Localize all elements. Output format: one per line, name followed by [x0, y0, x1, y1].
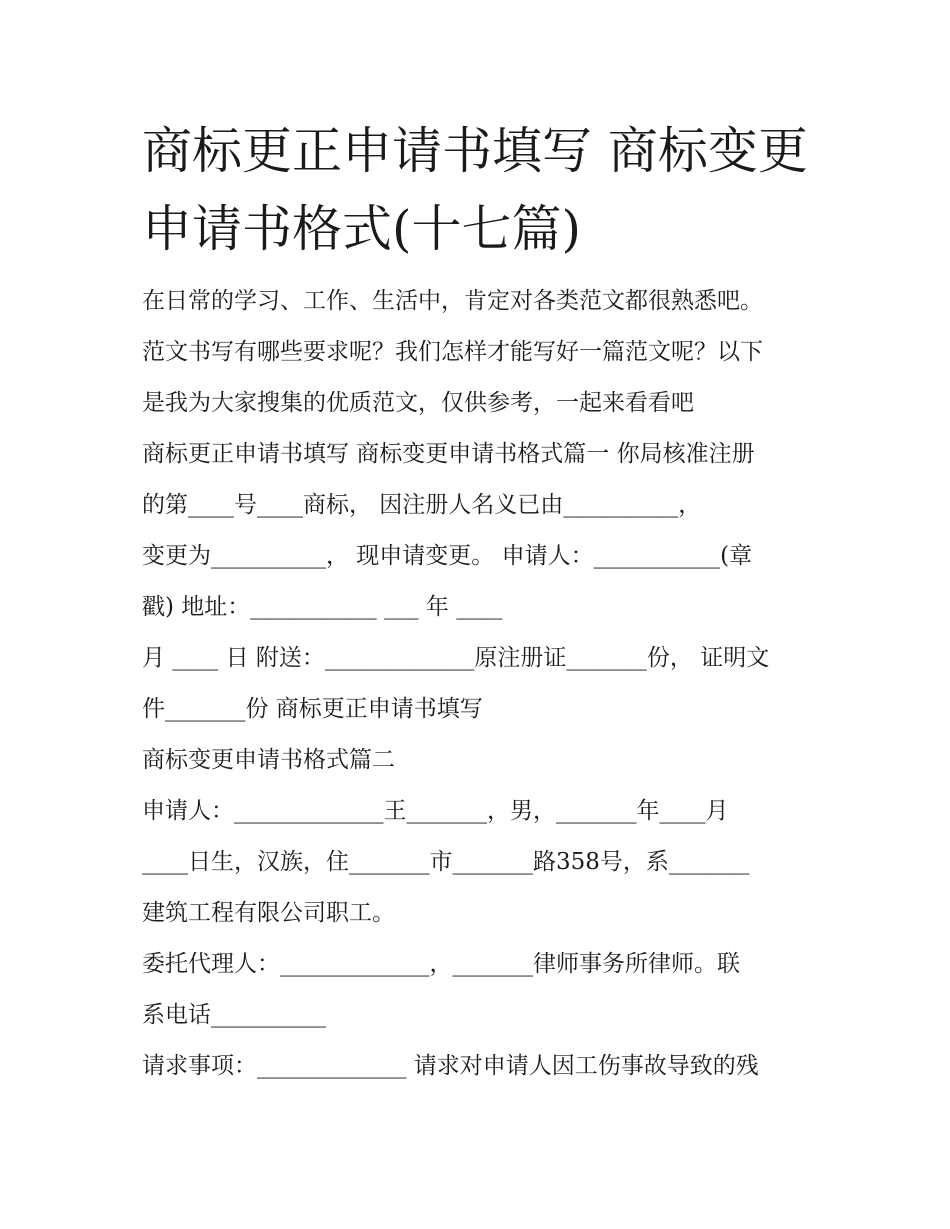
body-line: 戳) 地址：___________ ___ 年 ____ — [142, 594, 503, 620]
body-line: ____日生，汉族，住_______市_______路358号，系_______ — [142, 849, 750, 875]
section-heading: 商标变更申请书格式篇二 — [142, 747, 395, 773]
title-line-1: 商标更正申请书填写 商标变更 — [142, 122, 808, 180]
title-line-2: 申请书格式(十七篇) — [142, 200, 582, 258]
body-line: 系电话__________ — [142, 1002, 326, 1028]
document-title — [142, 112, 822, 268]
body-line: 范文书写有哪些要求呢？我们怎样才能写好一篇范文呢？以下 — [142, 339, 763, 365]
body-line: 建筑工程有限公司职工。 — [142, 900, 395, 926]
document-body — [142, 276, 822, 1092]
body-line: 申请人：_____________王_______，男，_______年____月 — [142, 798, 729, 824]
body-line: 在日常的学习、工作、生活中，肯定对各类范文都很熟悉吧。 — [142, 288, 763, 314]
body-line: 变更为__________， 现申请变更。 申请人：___________(章 — [142, 543, 753, 569]
body-line: 件_______份 商标更正申请书填写 — [142, 696, 483, 722]
body-line: 月 ____ 日 附送：_____________原注册证_______份， 证明文 — [142, 645, 770, 671]
body-line: 委托代理人：_____________，_______律师事务所律师。联 — [142, 951, 740, 977]
body-line: 商标更正申请书填写 商标变更申请书格式篇一 你局核准注册 — [142, 441, 755, 467]
body-line: 是我为大家搜集的优质范文，仅供参考，一起来看看吧 — [142, 390, 694, 416]
body-line: 请求事项：_____________ 请求对申请人因工伤事故导致的残 — [142, 1053, 759, 1079]
body-line: 的第____号____商标， 因注册人名义已由__________， — [142, 492, 702, 518]
